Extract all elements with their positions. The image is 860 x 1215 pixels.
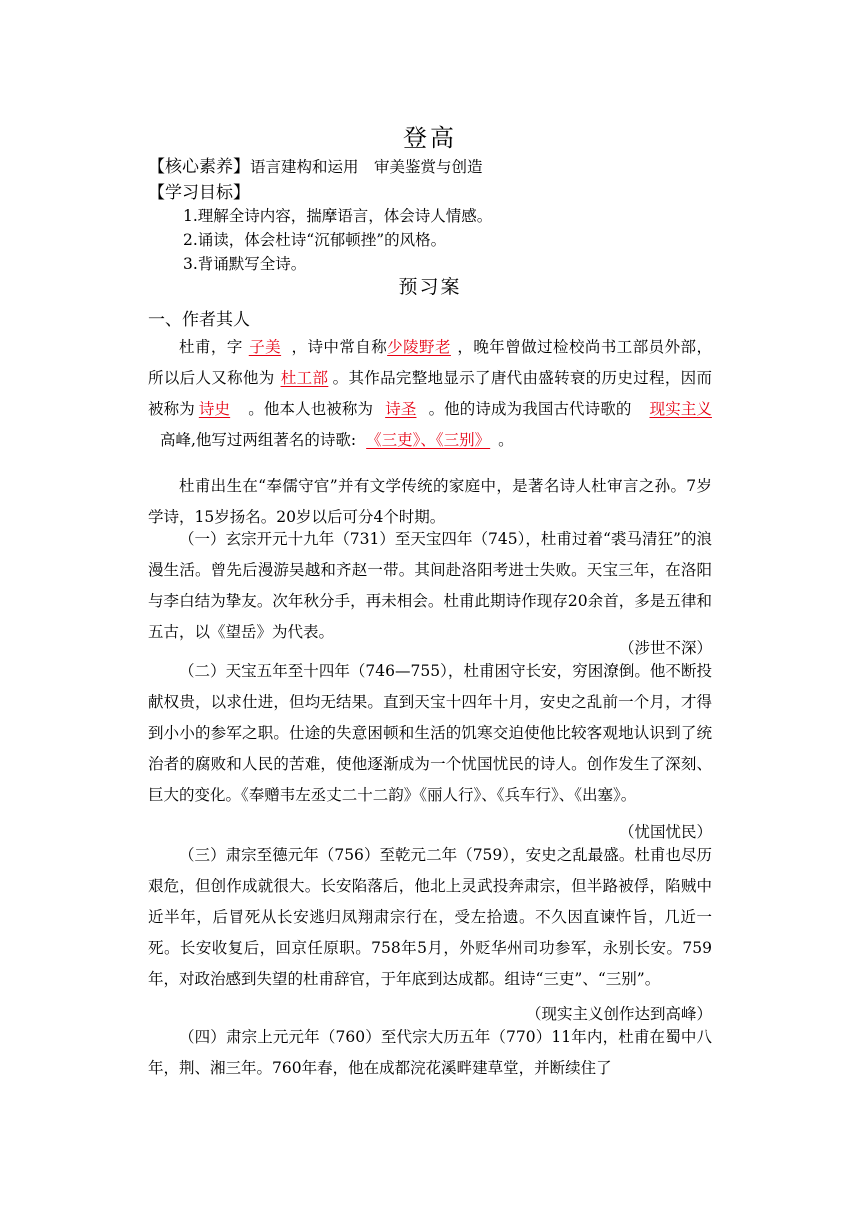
core-text: 语言建构和运用 审美鉴赏与创造: [250, 158, 483, 176]
birth-paragraph: 杜甫出生在“奉儒守官”并有文学传统的家庭中，是著名诗人杜审言之孙。7岁学诗，15岁扬名。20岁以后可分4个时期。: [148, 477, 712, 526]
answer-blank: 杜工部: [280, 369, 329, 387]
period-note: （忧国忧民）: [618, 823, 712, 841]
goal-item: 1.理解全诗内容，揣摩语言，体会诗人情感。: [183, 207, 493, 225]
period-note: （现实主义创作达到高峰）: [525, 1005, 712, 1023]
doc-title: 登高: [403, 124, 457, 152]
goal-item: 3.背诵默写全诗。: [183, 255, 307, 273]
goal-item: 2.诵读，体会杜诗“沉郁顿挫”的风格。: [183, 231, 447, 249]
core-label: 【核心素养】: [148, 157, 250, 177]
period-paragraph: （三）肃宗至德元年（756）至乾元二年（759），安史之乱最盛。杜甫也尽历艰危，但创作成就很大。长安陷落后，他北上灵武投奔肃宗，但半路被俘，陷贼中近半年，后冒死从长安逃归凤翔肃宗行在，受左拾遗。不久因直谏忤旨，几近一死。长安收复后，回京任原职。758年5月，外贬华州司功参军，永别长安。759年，对政治感到失望的杜甫辞官，于年底到达成都。组诗“三吏”、“三别”。: [148, 846, 712, 988]
period-note: （涉世不深）: [618, 639, 712, 657]
answer-blank: 子美: [248, 338, 282, 356]
answer-blank: 诗圣: [385, 400, 417, 418]
goals-heading: [148, 178, 250, 203]
answer-blank: 诗史: [198, 400, 231, 418]
period-paragraph: （二）天宝五年至十四年（746—755），杜甫困守长安，穷困潦倒。他不断投献权贵，以求仕进，但均无结果。直到天宝十四年十月，安史之乱前一个月，才得到小小的参军之职。仕途的失意困顿和生活的饥寒交迫使他比较客观地认识到了统治者的腐败和人民的苦难，使他逐渐成为一个忧国忧民的诗人。创作发生了深刻、巨大的变化。《奉赠韦左丞丈二十二韵》《丽人行》、《兵车行》、《出塞》。: [148, 662, 712, 804]
preview-title: 预习案: [398, 276, 462, 298]
author-intro-paragraph: 杜甫，字 子美 ，诗中常自称少陵野老 ，晚年曾做过检校尚书工部员外部，所以后人又称他为 杜工部 。其作品完整地显示了唐代由盛转衰的历史过程，因而被称为 诗史 。他本人也被称为 诗圣 。他的诗成为我国古代诗歌的 现实主义高峰,他写过两组著名的诗歌: 《三吏》、《三别》 。: [148, 338, 712, 449]
answer-blank: 《三吏》、《三别》: [366, 431, 491, 449]
answer-blank: 现实主义: [649, 400, 712, 418]
core-literacy-line: [148, 152, 483, 177]
period-paragraph: （一）玄宗开元十九年（731）至天宝四年（745），杜甫过着“裘马清狂”的浪漫生活。曾先后漫游吴越和齐赵一带。其间赴洛阳考进士失败。天宝三年，在洛阳与李白结为挚友。次年秋分手，再未相会。杜甫此期诗作现存20余首，多是五律和五古，以《望岳》为代表。: [148, 530, 712, 641]
goals-label: 【学习目标】: [148, 183, 250, 203]
section-heading: 一、作者其人: [148, 310, 250, 330]
answer-blank: 少陵野老: [387, 338, 451, 356]
period-paragraph: （四）肃宗上元元年（760）至代宗大历五年（770）11年内，杜甫在蜀中八年，荆、湘三年。760年春，他在成都浣花溪畔建草堂，并断续住了: [148, 1028, 712, 1077]
